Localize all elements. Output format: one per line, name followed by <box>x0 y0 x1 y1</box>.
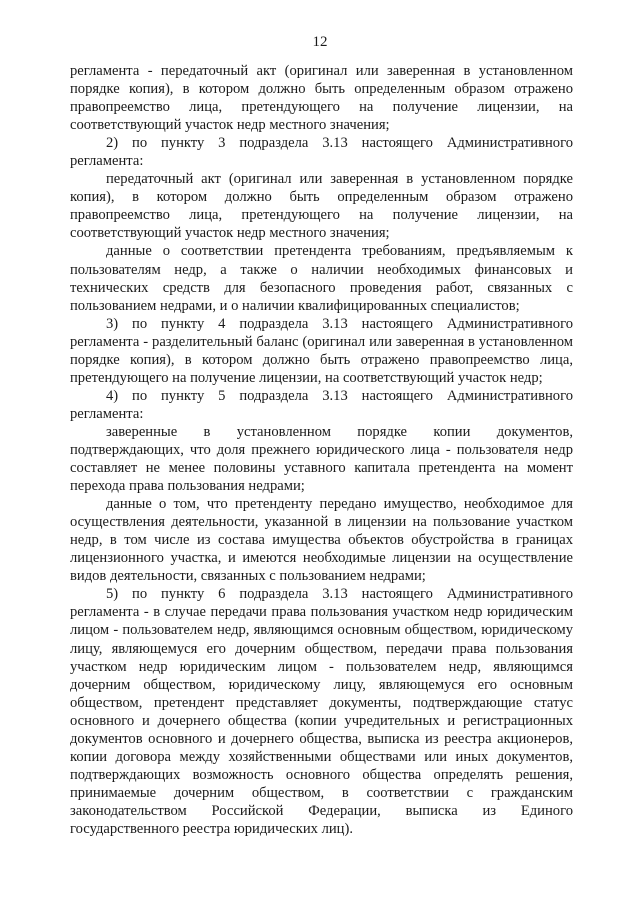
paragraph-certified-copies: заверенные в установленном порядке копии документов, подтверждающих, что доля прежнего юридического лица - пользователя недр составляет не менее половины уставного капитала претендента на момент перехода права пользования недрами; <box>70 423 573 495</box>
paragraph-item-4-heading: 4) по пункту 5 подраздела 3.13 настоящего Административного регламента: <box>70 387 573 422</box>
paragraph-item-2-heading: 2) по пункту 3 подраздела 3.13 настоящего Административного регламента: <box>70 135 573 170</box>
paragraph-property-transfer: данные о том, что претенденту передано имущество, необходимое для осуществления деятельности, указанной в лицензии на пользование участком недр, в том числе из состава имущества объектов обустройства в границах лицензионного участка, и имеются необходимые лицензии на осуществление видов деятельности, связанных с пользованием недрами; <box>70 496 573 585</box>
page-number: 12 <box>312 34 328 50</box>
paragraph-item-3: 3) по пункту 4 подраздела 3.13 настоящего Административного регламента - разделительный баланс (оригинал или заверенная в установленном порядке копия), в котором должно быть отражено правопреемство лица, претендующего на получение лицензии, на соответствующий участок недр; <box>70 315 573 386</box>
paragraph-applicant-compliance: данные о соответствии претендента требованиям, предъявляемым к пользователям недр, а также о наличии необходимых финансовых и технических средств для безопасного проведения работ, связанных с пользованием недрами, и о наличии квалифицированных специалистов; <box>70 243 573 314</box>
document-body <box>70 62 573 838</box>
paragraph-item-5: 5) по пункту 6 подраздела 3.13 настоящего Административного регламента - в случае передачи права пользования участком недр юридическим лицом - пользователем недр, являющимся основным обществом, юридическому лицу, являющемуся его дочерним обществом, передачи права пользования участком недр юридическим лицом - пользователем недр, являющимся дочерним обществом, юридическому лицу, являющемуся его основным обществом, претендент представляет документы, подтверждающие статус основного и дочернего общества (копии учредительных и регистрационных документов основного и дочернего общества, выписка из реестра акционеров, копии договора между хозяйственными обществами или иных документов, подтверждающих возможность основного общества определять решения, принимаемые дочерним обществом, в соответствии с гражданским законодательством Российской Федерации, выписка из Единого государственного реестра юридических лиц). <box>70 586 573 837</box>
paragraph-continuation: регламента - передаточный акт (оригинал или заверенная в установленном порядке копия), в котором должно быть определенным образом отражено правопреемство лица, претендующего на получение лицензии, на соответствующий участок недр местного значения; <box>70 63 573 134</box>
paragraph-transfer-act: передаточный акт (оригинал или заверенная в установленном порядке копия), в котором должно быть определенным образом отражено правопреемство лица, претендующего на получение лицензии, на соответствующий участок недр местного значения; <box>70 171 573 242</box>
